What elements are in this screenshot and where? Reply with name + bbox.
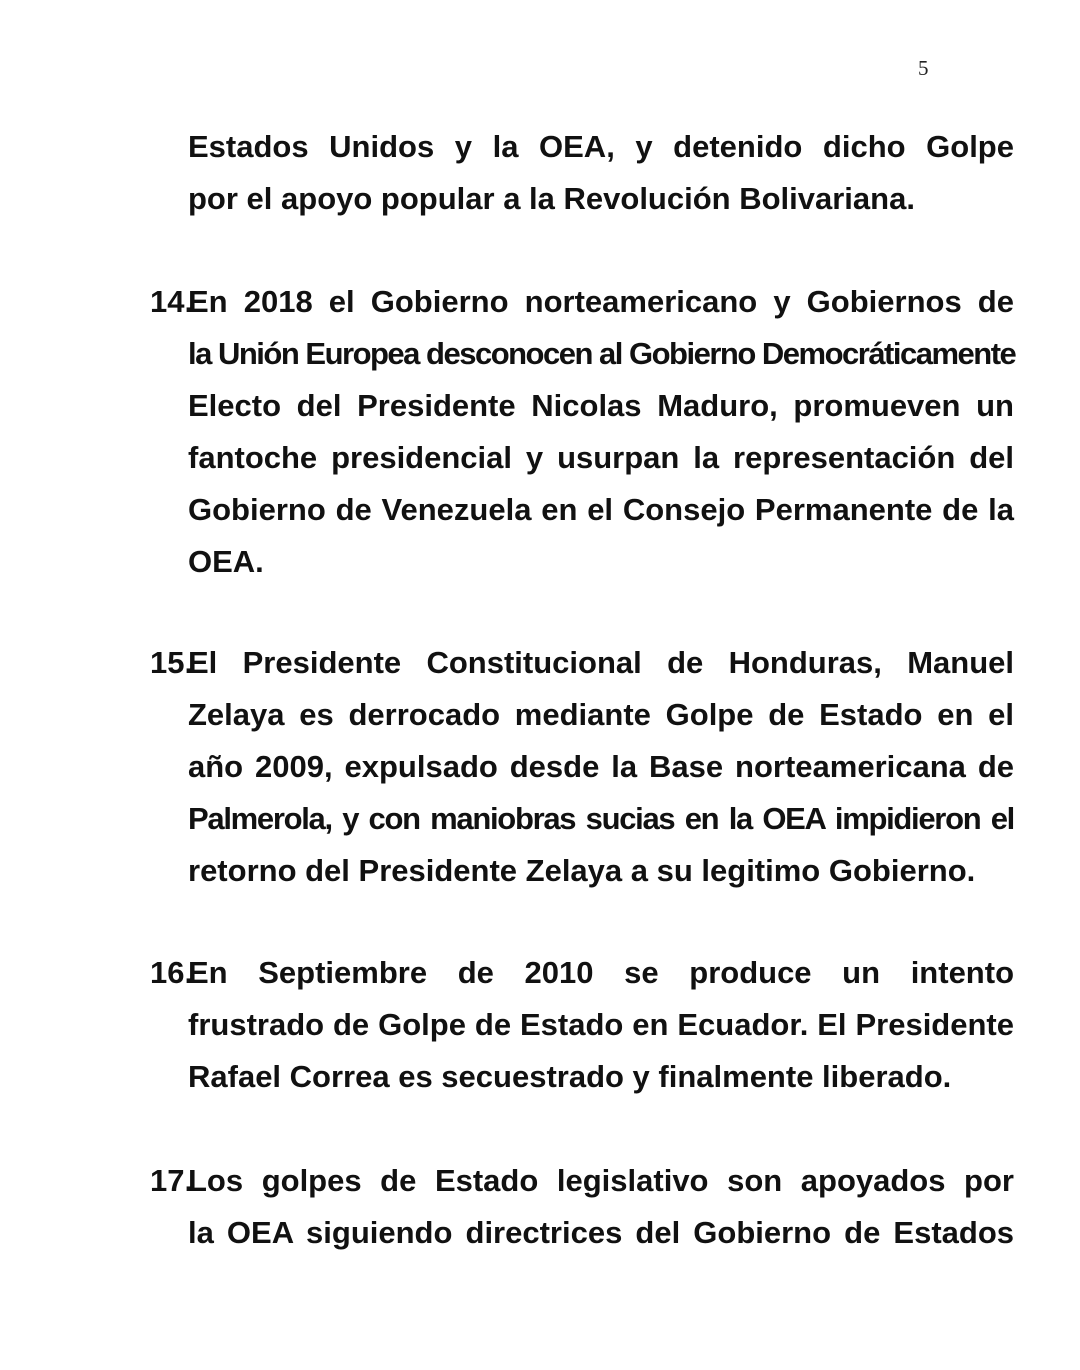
paragraph-line: la OEA siguiendo directrices del Gobierno de Estados [188, 1215, 1014, 1250]
paragraph-line: Rafael Correa es secuestrado y finalmente liberado. [188, 1059, 952, 1094]
list-item-14 [150, 276, 1016, 588]
item-number: 16. [150, 955, 194, 990]
paragraph-line: año 2009, expulsado desde la Base norteamericana de [188, 749, 1014, 784]
paragraph-line: OEA. [188, 544, 264, 579]
paragraph-line: Palmerola, y con maniobras sucias en la OEA impidieron el [188, 801, 1014, 836]
paragraph-line: En Septiembre de 2010 se produce un intento [188, 955, 1014, 990]
page-number: 5 [918, 56, 929, 80]
item-number: 14. [150, 284, 194, 319]
list-item-17 [150, 1155, 1014, 1259]
paragraph-line: Electo del Presidente Nicolas Maduro, promueven un [188, 388, 1014, 423]
paragraph-line: En 2018 el Gobierno norteamericano y Gobiernos de [188, 284, 1014, 319]
paragraph-line: Los golpes de Estado legislativo son apoyados por [188, 1163, 1014, 1198]
paragraph-line: por el apoyo popular a la Revolución Bolivariana. [188, 181, 915, 216]
item-number: 15. [150, 645, 194, 680]
list-item-16 [150, 947, 1014, 1103]
paragraph-line: Gobierno de Venezuela en el Consejo Permanente de la [188, 492, 1014, 527]
paragraph-line: Estados Unidos y la OEA, y detenido dicho Golpe [188, 129, 1014, 164]
paragraph-line: la Unión Europea desconocen al Gobierno Democráticamente [188, 336, 1016, 371]
continuation-paragraph [188, 121, 1014, 225]
item-number: 17. [150, 1163, 194, 1198]
paragraph-line: fantoche presidencial y usurpan la representación del [188, 440, 1014, 475]
paragraph-line: frustrado de Golpe de Estado en Ecuador. El Presidente [188, 1007, 1014, 1042]
list-item-15 [150, 637, 1014, 897]
paragraph-line: El Presidente Constitucional de Honduras, Manuel [188, 645, 1014, 680]
paragraph-line: Zelaya es derrocado mediante Golpe de Estado en el [188, 697, 1014, 732]
paragraph-line: retorno del Presidente Zelaya a su legitimo Gobierno. [188, 853, 976, 888]
